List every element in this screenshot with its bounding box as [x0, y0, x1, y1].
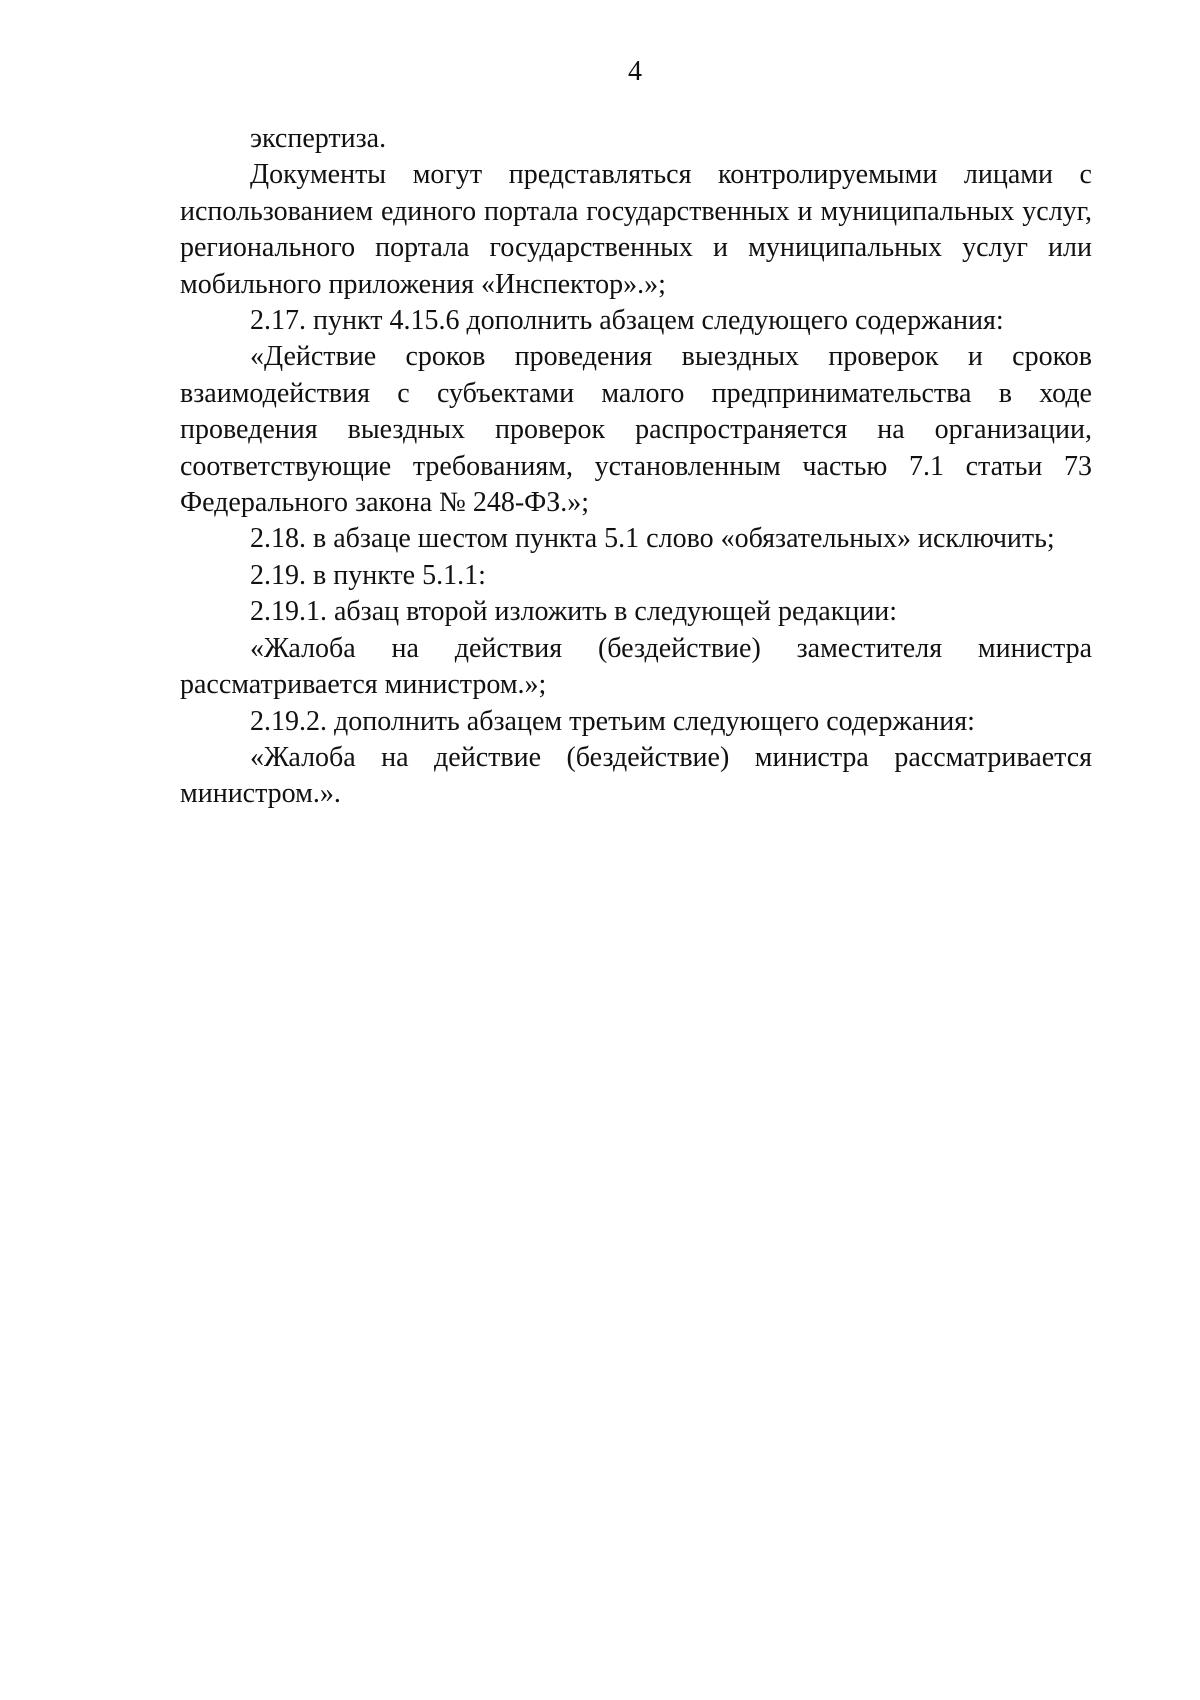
paragraph: 2.18. в абзаце шестом пункта 5.1 слово «обязательных» исключить; [250, 523, 1055, 555]
paragraph: 2.17. пункт 4.15.6 дополнить абзацем следующего содержания: [250, 305, 1004, 337]
paragraph: 2.19.1. абзац второй изложить в следующей редакции: [250, 596, 898, 628]
paragraph: 2.19.2. дополнить абзацем третьим следующего содержания: [250, 705, 975, 737]
document-body [180, 121, 1092, 813]
paragraph: «Жалоба на действие (бездействие) министра рассматривается министром.». [180, 741, 1092, 810]
paragraph: 2.19. в пункте 5.1.1: [250, 559, 486, 591]
paragraph: экспертиза. [250, 123, 387, 154]
page-number: 4 [628, 56, 642, 87]
paragraph: Документы могут представляться контролируемыми лицами с использованием единого портала государственных и муниципальных услуг, регионального портала государственных и муниципальных услуг или мобильного приложения «Инспектор».»; [180, 159, 1092, 300]
paragraph: «Жалоба на действия (бездействие) заместителя министра рассматривается министром.»; [180, 632, 1092, 701]
paragraph: «Действие сроков проведения выездных проверок и сроков взаимодействия с субъектами малого предпринимательства в ходе проведения выездных проверок распространяется на организации, соответствующие требованиям, установленным частью 7.1 статьи 73 Федерального закона № 248-ФЗ.»; [180, 341, 1092, 519]
